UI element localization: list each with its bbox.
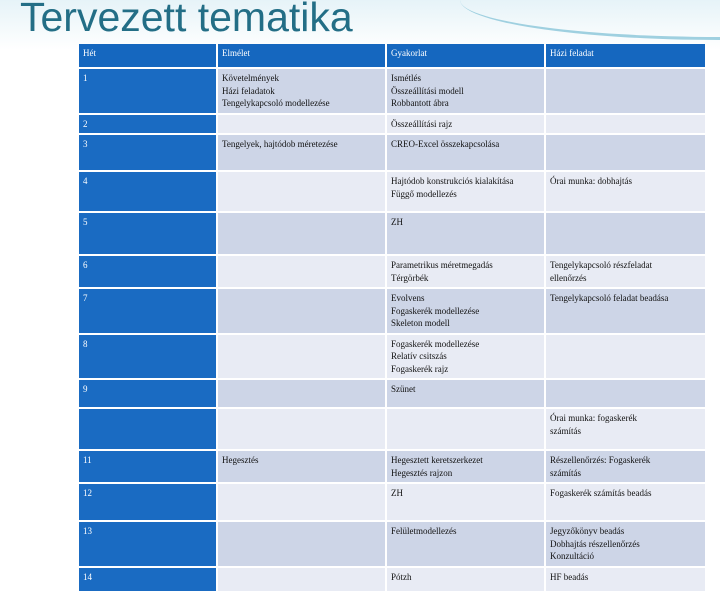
homework-cell-line: Órai munka: dobhajtás (550, 176, 632, 186)
table-row (79, 69, 705, 113)
homework-cell-line: Fogaskerék számítás beadás (550, 488, 652, 498)
homework-cell (546, 289, 705, 333)
header-theory: Elmélet (218, 44, 385, 67)
practice-cell-line: Összeállítási modell (391, 85, 464, 96)
table-row (79, 289, 705, 333)
week-cell: 2 (79, 115, 216, 134)
week-cell: 9 (79, 380, 216, 407)
homework-cell-line: Tengelykapcsoló feladat beadása (550, 293, 669, 303)
practice-cell (387, 568, 544, 591)
table-row (79, 256, 705, 287)
theory-cell (218, 135, 385, 170)
practice-cell (387, 380, 544, 407)
week-cell: 6 (79, 256, 216, 287)
theory-cell-line: Hegesztés (222, 455, 259, 465)
header-practice: Gyakorlat (387, 44, 544, 67)
theory-cell (218, 409, 385, 449)
practice-cell-line: Felületmodellezés (391, 526, 457, 536)
practice-cell-line: Ismétlés (391, 73, 421, 83)
homework-cell (546, 568, 705, 591)
homework-cell-line: HF beadás (550, 571, 589, 582)
table-row (79, 451, 705, 482)
theory-cell (218, 522, 385, 566)
theory-cell (218, 380, 385, 407)
week-cell: 8 (79, 335, 216, 379)
theory-cell (218, 451, 385, 482)
practice-cell (387, 69, 544, 113)
practice-cell (387, 335, 544, 379)
homework-cell (546, 69, 705, 113)
theory-cell (218, 484, 385, 520)
slide-title: Tervezett tematika (20, 0, 353, 40)
homework-cell (546, 172, 705, 211)
homework-cell-line: Konzultáció (550, 551, 594, 561)
practice-cell-line: Parametrikus méretmegadás (391, 260, 493, 270)
practice-cell (387, 115, 544, 134)
theory-cell (218, 335, 385, 379)
practice-cell (387, 256, 544, 287)
week-cell: 14 (79, 568, 216, 591)
header-homework: Házi feladat (546, 44, 705, 67)
homework-cell (546, 256, 705, 287)
practice-cell-line: Hajtódob konstrukciós kialakítása (391, 176, 514, 186)
schedule-table (77, 42, 707, 593)
week-cell: 1 (79, 69, 216, 113)
homework-cell (546, 484, 705, 520)
theory-cell-line: Tengelykapcsoló modellezése (222, 98, 330, 108)
table-row (79, 522, 705, 566)
week-cell: 5 (79, 213, 216, 254)
homework-cell-line: Jegyzőkönyv beadás (550, 526, 625, 536)
table-row (79, 380, 705, 407)
table-row (79, 335, 705, 379)
table-row (79, 568, 705, 591)
week-cell: 11 (79, 451, 216, 482)
theory-cell (218, 115, 385, 134)
practice-cell-line: Hegesztett keretszerkezet (391, 455, 483, 465)
homework-cell-line: Dobhajtás részellenőrzés (550, 538, 640, 549)
homework-cell-line: Tengelykapcsoló részfeladat (550, 260, 653, 270)
practice-cell-line: CREO-Excel összekapcsolása (391, 139, 500, 149)
homework-cell (546, 522, 705, 566)
table-row (79, 213, 705, 254)
practice-cell-line: Fogaskerék modellezése (391, 338, 480, 349)
week-cell: 4 (79, 172, 216, 211)
practice-cell-line: Hegesztés rajzon (391, 467, 453, 478)
week-cell: 3 (79, 135, 216, 170)
practice-cell (387, 135, 544, 170)
practice-cell-line: Összeállítási rajz (391, 118, 453, 129)
practice-cell (387, 451, 544, 482)
practice-cell (387, 484, 544, 520)
practice-cell-line: Szünet (391, 384, 416, 394)
practice-cell-line: Függő modellezés (391, 188, 457, 199)
table-header-row (79, 44, 705, 67)
practice-cell-line: Térgörbék (391, 272, 429, 283)
practice-cell (387, 409, 544, 449)
week-cell: 12 (79, 484, 216, 520)
homework-cell (546, 115, 705, 134)
practice-cell-line: ZH (391, 488, 403, 498)
theory-cell-line: Tengelyek, hajtódob méretezése (222, 139, 338, 149)
homework-cell-line: ellenőrzés (550, 272, 587, 283)
homework-cell-line: Részellenőrzés: Fogaskerék (550, 455, 651, 465)
header-week: Hét (79, 44, 216, 67)
theory-cell (218, 69, 385, 113)
homework-cell (546, 335, 705, 379)
practice-cell-line: Skeleton modell (391, 318, 450, 328)
practice-cell (387, 289, 544, 333)
homework-cell (546, 409, 705, 449)
theory-cell (218, 256, 385, 287)
table-row (79, 172, 705, 211)
homework-cell (546, 451, 705, 482)
table-row (79, 135, 705, 170)
theory-cell (218, 172, 385, 211)
practice-cell-line: Fogaskerék rajz (391, 363, 449, 374)
practice-cell-line: ZH (391, 217, 403, 227)
table-row (79, 115, 705, 134)
homework-cell-line: Órai munka: fogaskerék (550, 413, 637, 423)
theory-cell (218, 213, 385, 254)
homework-cell (546, 380, 705, 407)
practice-cell-line: Robbantott ábra (391, 98, 449, 108)
homework-cell (546, 213, 705, 254)
practice-cell-line: Evolvens (391, 293, 425, 303)
table-row (79, 409, 705, 449)
theory-cell (218, 568, 385, 591)
week-cell: 13 (79, 522, 216, 566)
practice-cell-line: Fogaskerék modellezése (391, 305, 480, 316)
practice-cell (387, 172, 544, 211)
homework-cell-line: számítás (550, 425, 581, 436)
theory-cell-line: Házi feladatok (222, 85, 275, 96)
week-cell: 7 (79, 289, 216, 333)
homework-cell (546, 135, 705, 170)
theory-cell-line: Követelmények (222, 73, 279, 83)
practice-cell-line: Pótzh (391, 571, 412, 582)
practice-cell (387, 522, 544, 566)
practice-cell-line: Relatív csitszás (391, 351, 447, 361)
homework-cell-line: számítás (550, 467, 581, 478)
practice-cell (387, 213, 544, 254)
table-row (79, 484, 705, 520)
week-cell (79, 409, 216, 449)
theory-cell (218, 289, 385, 333)
